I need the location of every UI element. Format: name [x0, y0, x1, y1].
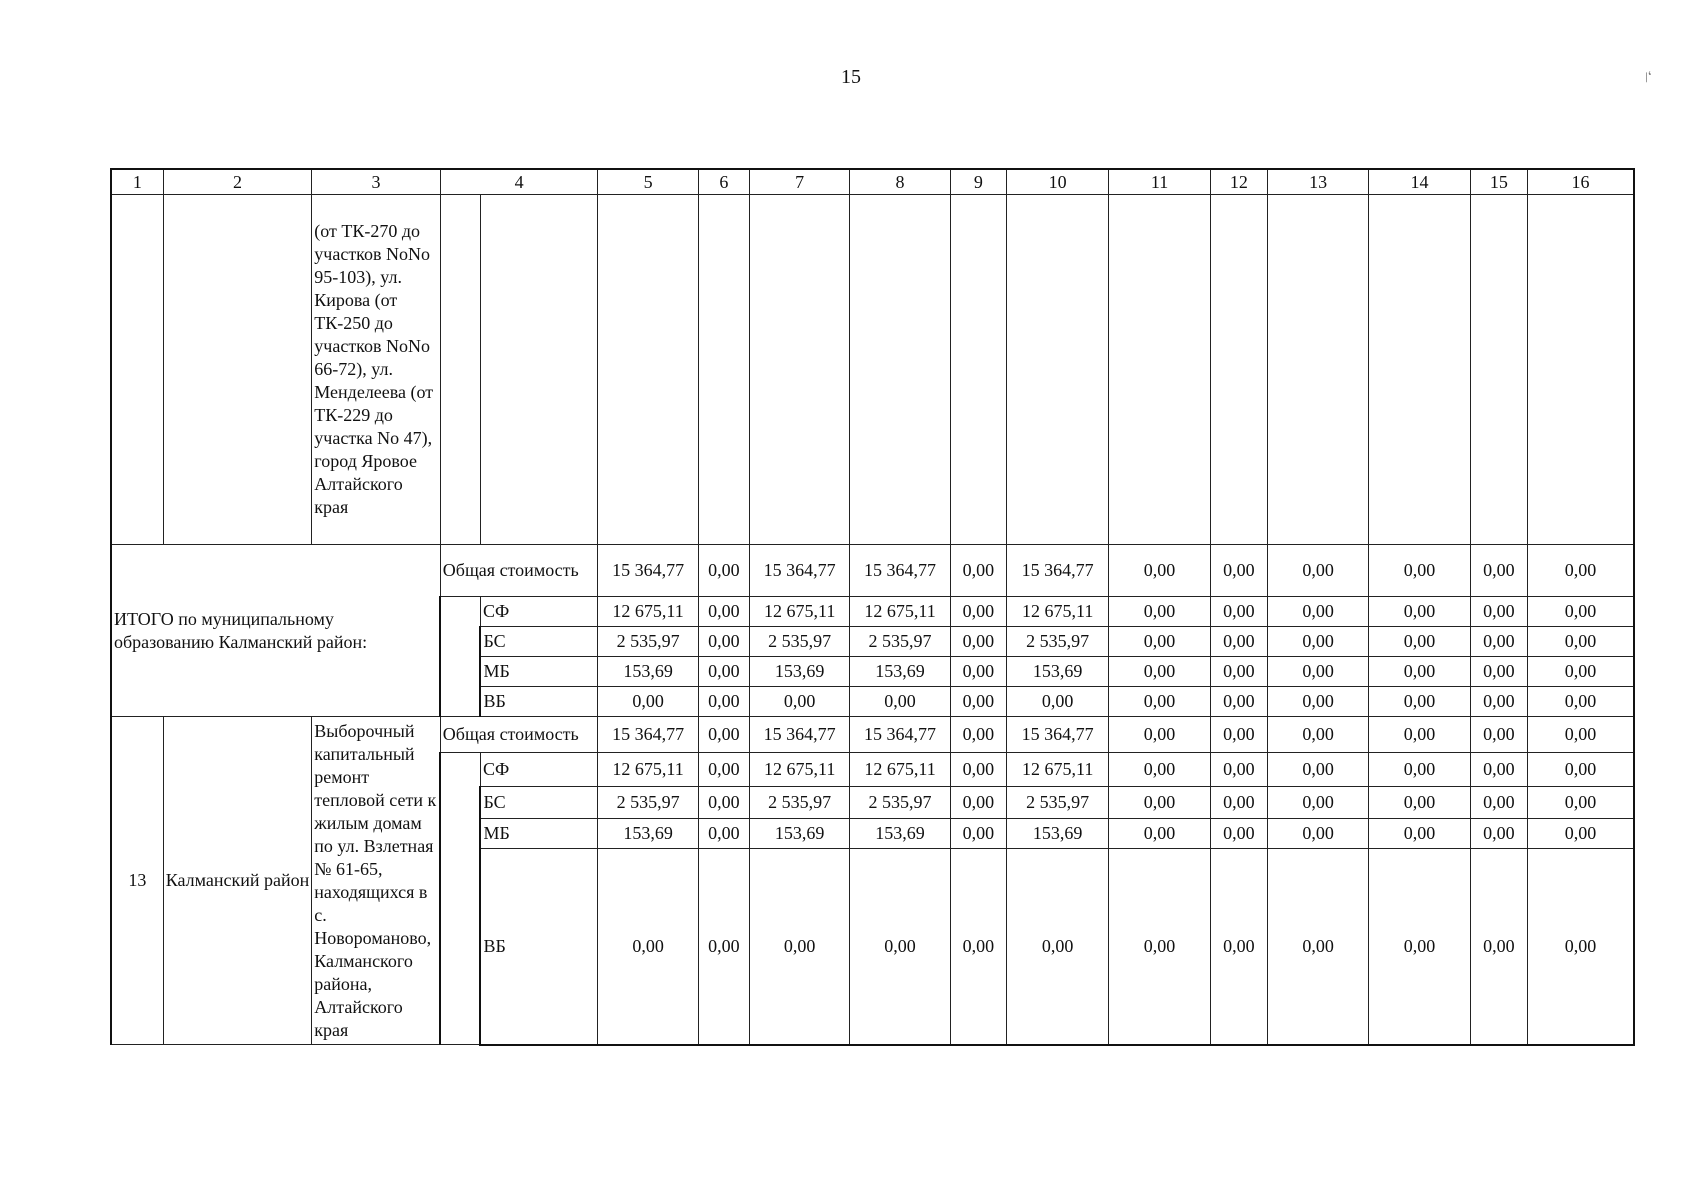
value-cell: 2 535,97 [850, 787, 950, 819]
value-cell: 0,00 [950, 717, 1006, 753]
general-cost-label: Общая стоимость [440, 717, 598, 753]
value-cell: 0,00 [1267, 657, 1368, 687]
header-cell: 6 [698, 169, 749, 195]
source-label: ВБ [480, 849, 597, 1045]
value-cell: 0,00 [1369, 687, 1470, 717]
total-general-row [111, 545, 1634, 597]
item-general-row [111, 717, 1634, 753]
value-cell: 0,00 [1527, 687, 1634, 717]
header-cell: 7 [749, 169, 849, 195]
source-label: ВБ [480, 687, 597, 717]
value-cell: 0,00 [598, 849, 698, 1045]
value-cell: 12 675,11 [598, 597, 698, 627]
header-cell: 15 [1470, 169, 1527, 195]
value-cell: 153,69 [598, 657, 698, 687]
value-cell: 0,00 [1267, 787, 1368, 819]
value-cell: 0,00 [950, 787, 1006, 819]
value-cell: 0,00 [950, 753, 1006, 787]
value-cell: 0,00 [950, 657, 1006, 687]
header-cell: 11 [1109, 169, 1210, 195]
value-cell: 0,00 [1527, 597, 1634, 627]
value-cell: 0,00 [1109, 627, 1210, 657]
value-cell: 0,00 [1210, 819, 1267, 849]
value-cell: 15 364,77 [1006, 545, 1108, 597]
value-cell: 0,00 [1527, 657, 1634, 687]
value-cell: 12 675,11 [749, 597, 849, 627]
header-cell: 9 [950, 169, 1006, 195]
value-cell: 153,69 [598, 819, 698, 849]
value-cell: 0,00 [1109, 717, 1210, 753]
value-cell: 2 535,97 [749, 627, 849, 657]
value-cell: 0,00 [1210, 657, 1267, 687]
value-cell: 0,00 [1369, 545, 1470, 597]
value-cell: 0,00 [950, 687, 1006, 717]
value-cell: 0,00 [950, 819, 1006, 849]
value-cell: 0,00 [1527, 849, 1634, 1045]
value-cell: 2 535,97 [598, 627, 698, 657]
in-total-label: том числе: [440, 597, 480, 717]
value-cell: 0,00 [950, 627, 1006, 657]
general-cost-label: Общая стоимость [440, 545, 598, 597]
value-cell: 15 364,77 [1006, 717, 1108, 753]
value-cell: 0,00 [1267, 753, 1368, 787]
header-cell: 3 [312, 169, 441, 195]
value-cell: 12 675,11 [1006, 597, 1108, 627]
in-total-label: том числе: [440, 753, 480, 1045]
value-cell: 0,00 [1470, 753, 1527, 787]
value-cell: 0,00 [749, 849, 849, 1045]
value-cell: 0,00 [1210, 787, 1267, 819]
header-cell: 5 [598, 169, 698, 195]
value-cell: 153,69 [1006, 819, 1108, 849]
value-cell: 0,00 [1109, 545, 1210, 597]
value-cell: 153,69 [850, 819, 950, 849]
value-cell: 0,00 [598, 687, 698, 717]
value-cell: 0,00 [1369, 597, 1470, 627]
value-cell: 2 535,97 [598, 787, 698, 819]
item-description: Выборочный капитальный ремонт тепловой сети к жилым домам по ул. Взлетная № 61-65, находящихся в с. Новороманово, Калманского района, Алтайского края [312, 717, 441, 1045]
item-number: 13 [111, 717, 163, 1045]
value-cell: 0,00 [698, 819, 749, 849]
value-cell: 153,69 [1006, 657, 1108, 687]
value-cell: 0,00 [850, 849, 950, 1045]
value-cell: 0,00 [1210, 687, 1267, 717]
funding-table [110, 168, 1635, 1046]
value-cell: 0,00 [698, 753, 749, 787]
value-cell: 2 535,97 [850, 627, 950, 657]
value-cell: 0,00 [1369, 787, 1470, 819]
value-cell: 0,00 [1470, 819, 1527, 849]
header-cell: 16 [1527, 169, 1634, 195]
value-cell: 0,00 [1470, 849, 1527, 1045]
value-cell: 0,00 [698, 687, 749, 717]
value-cell: 0,00 [1470, 545, 1527, 597]
value-cell: 0,00 [1527, 787, 1634, 819]
value-cell: 12 675,11 [850, 597, 950, 627]
value-cell: 0,00 [950, 849, 1006, 1045]
header-row [111, 169, 1634, 195]
value-cell: 0,00 [1267, 717, 1368, 753]
value-cell: 0,00 [1527, 717, 1634, 753]
value-cell: 0,00 [1470, 627, 1527, 657]
value-cell: 0,00 [1109, 787, 1210, 819]
header-cell: 8 [850, 169, 950, 195]
value-cell: 0,00 [1109, 849, 1210, 1045]
value-cell: 0,00 [1006, 687, 1108, 717]
value-cell: 15 364,77 [850, 545, 950, 597]
value-cell: 0,00 [1470, 597, 1527, 627]
source-label: БС [480, 627, 597, 657]
value-cell: 0,00 [1527, 819, 1634, 849]
value-cell: 0,00 [1369, 657, 1470, 687]
value-cell: 0,00 [1210, 717, 1267, 753]
value-cell: 0,00 [1369, 819, 1470, 849]
value-cell: 0,00 [698, 849, 749, 1045]
value-cell: 0,00 [1470, 787, 1527, 819]
source-label: СФ [480, 753, 597, 787]
value-cell: 15 364,77 [598, 545, 698, 597]
value-cell: 0,00 [698, 787, 749, 819]
source-label: МБ [480, 657, 597, 687]
value-cell: 0,00 [698, 597, 749, 627]
source-label: СФ [480, 597, 597, 627]
value-cell: 0,00 [1210, 545, 1267, 597]
value-cell: 15 364,77 [850, 717, 950, 753]
value-cell: 153,69 [850, 657, 950, 687]
value-cell: 0,00 [1267, 849, 1368, 1045]
value-cell: 153,69 [749, 657, 849, 687]
value-cell: 12 675,11 [1006, 753, 1108, 787]
continued-row [111, 195, 1634, 545]
value-cell: 0,00 [1109, 657, 1210, 687]
header-cell: 12 [1210, 169, 1267, 195]
value-cell: 15 364,77 [749, 717, 849, 753]
value-cell: 0,00 [1210, 627, 1267, 657]
value-cell: 12 675,11 [749, 753, 849, 787]
value-cell: 0,00 [1006, 849, 1108, 1045]
value-cell: 0,00 [1210, 597, 1267, 627]
header-cell: 14 [1369, 169, 1470, 195]
value-cell: 0,00 [1527, 545, 1634, 597]
value-cell: 0,00 [1109, 597, 1210, 627]
value-cell: 0,00 [698, 545, 749, 597]
source-label: МБ [480, 819, 597, 849]
corner-pen-mark: /‘ [1642, 69, 1656, 87]
value-cell: 0,00 [1369, 717, 1470, 753]
header-cell: 10 [1006, 169, 1108, 195]
header-cell: 13 [1267, 169, 1368, 195]
value-cell: 2 535,97 [1006, 627, 1108, 657]
value-cell: 0,00 [698, 657, 749, 687]
header-cell: 2 [163, 169, 312, 195]
value-cell: 0,00 [1527, 753, 1634, 787]
value-cell: 12 675,11 [850, 753, 950, 787]
value-cell: 0,00 [1210, 753, 1267, 787]
value-cell: 0,00 [950, 545, 1006, 597]
header-cell: 4 [440, 169, 598, 195]
value-cell: 0,00 [1109, 753, 1210, 787]
value-cell: 0,00 [1470, 717, 1527, 753]
value-cell: 0,00 [1109, 687, 1210, 717]
value-cell: 15 364,77 [598, 717, 698, 753]
source-label: БС [480, 787, 597, 819]
value-cell: 12 675,11 [598, 753, 698, 787]
value-cell: 0,00 [1369, 753, 1470, 787]
value-cell: 0,00 [749, 687, 849, 717]
value-cell: 0,00 [1470, 687, 1527, 717]
value-cell: 0,00 [1267, 819, 1368, 849]
value-cell: 2 535,97 [1006, 787, 1108, 819]
value-cell: 0,00 [698, 627, 749, 657]
value-cell: 0,00 [698, 717, 749, 753]
value-cell: 0,00 [850, 687, 950, 717]
value-cell: 0,00 [1267, 627, 1368, 657]
value-cell: 0,00 [1369, 849, 1470, 1045]
value-cell: 0,00 [1527, 627, 1634, 657]
total-label: ИТОГО по муниципальному образованию Калманский район: [111, 545, 440, 717]
address-continuation: (от ТК-270 до участков NoNo 95-103), ул. Кирова (от ТК-250 до участков NoNo 66-72), ул. Менделеева (от ТК-229 до участка No 47), город Яровое Алтайского края [312, 195, 441, 545]
value-cell: 0,00 [950, 597, 1006, 627]
page-number: 15 [841, 66, 861, 88]
value-cell: 0,00 [1267, 597, 1368, 627]
item-district: Калманский район [163, 717, 312, 1045]
value-cell: 0,00 [1267, 545, 1368, 597]
value-cell: 0,00 [1470, 657, 1527, 687]
value-cell: 0,00 [1210, 849, 1267, 1045]
value-cell: 15 364,77 [749, 545, 849, 597]
value-cell: 0,00 [1369, 627, 1470, 657]
value-cell: 0,00 [1109, 819, 1210, 849]
header-cell: 1 [111, 169, 163, 195]
value-cell: 0,00 [1267, 687, 1368, 717]
value-cell: 153,69 [749, 819, 849, 849]
value-cell: 2 535,97 [749, 787, 849, 819]
